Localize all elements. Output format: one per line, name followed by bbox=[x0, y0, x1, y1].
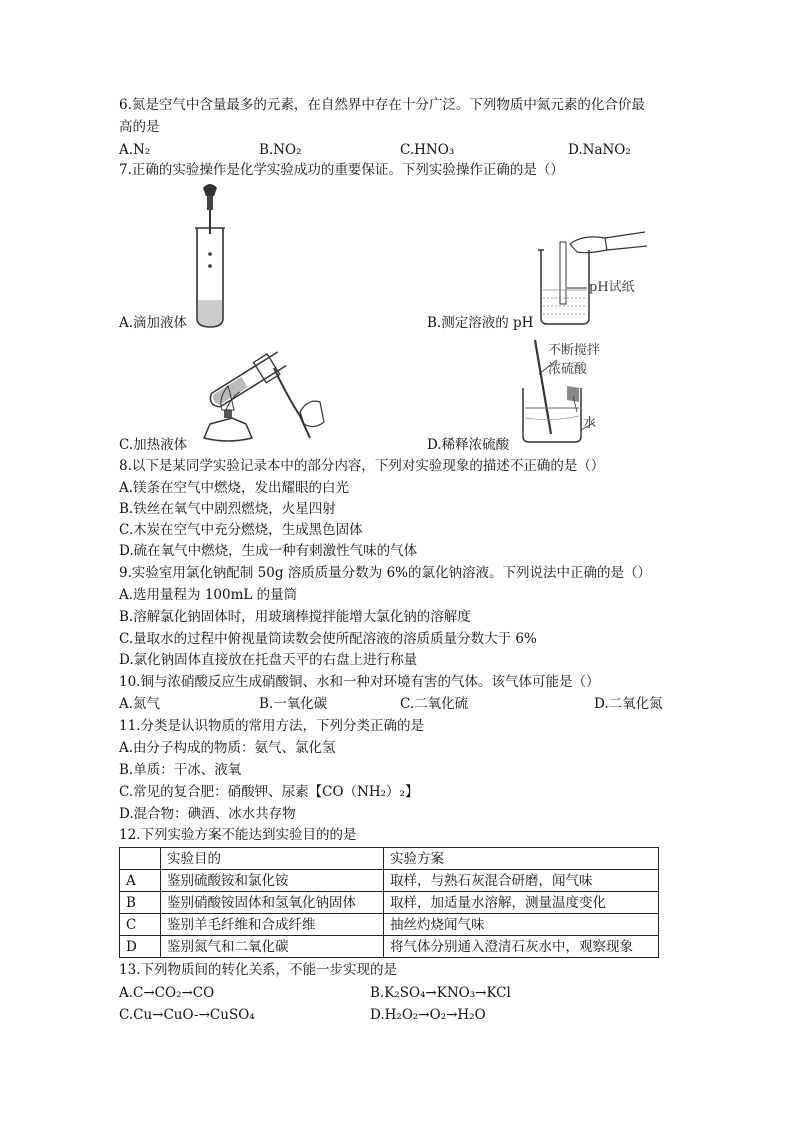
q13-option-a: A.C→CO₂→CO bbox=[119, 985, 215, 1001]
table-row bbox=[120, 936, 659, 958]
q7-option-b: B.测定溶液的 pH bbox=[427, 315, 534, 331]
table-cell: 取样，加适量水溶解，测量温度变化 bbox=[384, 892, 659, 914]
q11-option-c: C.常见的复合肥：硝酸钾、尿素【CO（NH₂）₂】 bbox=[119, 784, 419, 800]
table-row bbox=[120, 914, 659, 936]
q8-stem: 8.以下是某同学实验记录本中的部分内容，下列对实验现象的描述不正确的是（） bbox=[119, 458, 605, 474]
table-cell: C bbox=[120, 914, 161, 936]
q11-stem: 11.分类是认识物质的常用方法，下列分类正确的是 bbox=[119, 718, 424, 734]
q7-option-a: A.滴加液体 bbox=[119, 315, 188, 331]
q8-option-d: D.硫在氧气中燃烧，生成一种有刺激性气味的气体 bbox=[119, 543, 418, 559]
q10-option-d: D.二氧化氮 bbox=[594, 696, 663, 712]
ph-paper-label: pH试纸 bbox=[589, 280, 635, 295]
q10-stem: 10.铜与浓硝酸反应生成硝酸铜、水和一种对环境有害的气体。该气体可能是（） bbox=[119, 674, 600, 690]
q10-option-b: B.一氧化碳 bbox=[259, 696, 328, 712]
q11-option-b: B.单质：干冰、液氧 bbox=[119, 762, 242, 778]
q13-stem: 13.下列物质间的转化关系，不能一步实现的是 bbox=[119, 962, 397, 978]
table-cell: 抽丝灼烧闻气味 bbox=[384, 914, 659, 936]
table-cell: 将气体分别通入澄清石灰水中，观察现象 bbox=[384, 936, 659, 958]
table-row bbox=[120, 870, 659, 892]
q6-stem-line2: 高的是 bbox=[119, 119, 160, 135]
q9-option-b: B.溶解氯化钠固体时，用玻璃棒搅拌能增大氯化钠的溶解度 bbox=[119, 609, 471, 625]
heating-test-tube-figure bbox=[196, 338, 326, 446]
q8-option-b: B.铁丝在氧气中剧烈燃烧，火星四射 bbox=[119, 501, 336, 517]
q7-option-d: D.稀释浓硫酸 bbox=[427, 437, 510, 453]
table-row bbox=[120, 892, 659, 914]
q6-option-a: A.N₂ bbox=[119, 142, 151, 158]
q10-option-a: A.氮气 bbox=[119, 696, 161, 712]
q11-option-a: A.由分子构成的物质：氨气、氯化氢 bbox=[119, 740, 336, 756]
q9-option-c: C.量取水的过程中俯视量筒读数会使所配溶液的溶质质量分数大于 6% bbox=[119, 631, 537, 647]
q9-option-d: D.氯化钠固体直接放在托盘天平的右盘上进行称量 bbox=[119, 652, 418, 668]
table-header-cell: 实验方案 bbox=[384, 848, 659, 870]
water-label: 水 bbox=[583, 416, 597, 431]
q8-option-c: C.木炭在空气中充分燃烧，生成黑色固体 bbox=[119, 522, 363, 538]
q13-option-c: C.Cu→CuO-→CuSO₄ bbox=[119, 1007, 255, 1023]
conc-sulfuric-acid-label: 浓硫酸 bbox=[548, 362, 588, 377]
q8-option-a: A.镁条在空气中燃烧，发出耀眼的白光 bbox=[119, 480, 350, 496]
table-cell: 鉴别羊毛纤维和合成纤维 bbox=[161, 914, 384, 936]
table-header-row bbox=[120, 848, 659, 870]
table-cell: 鉴别硫酸铵和氯化铵 bbox=[161, 870, 384, 892]
experiment-table bbox=[119, 847, 659, 958]
q9-option-a: A.选用量程为 100mL 的量筒 bbox=[119, 587, 298, 603]
q6-option-d: D.NaNO₂ bbox=[568, 142, 631, 158]
q7-option-c: C.加热液体 bbox=[119, 437, 188, 453]
table-cell: 取样，与熟石灰混合研磨，闻气味 bbox=[384, 870, 659, 892]
q6-stem-line1: 6.氮是空气中含量最多的元素，在自然界中存在十分广泛。下列物质中氮元素的化合价最 bbox=[119, 97, 645, 113]
stir-constantly-label: 不断搅拌 bbox=[548, 343, 601, 358]
table-cell: 鉴别硝酸铵固体和氢氧化钠固体 bbox=[161, 892, 384, 914]
table-header-cell: 实验目的 bbox=[161, 848, 384, 870]
q13-option-b: B.K₂SO₄→KNO₃→KCl bbox=[370, 985, 511, 1001]
q13-option-d: D.H₂O₂→O₂→H₂O bbox=[370, 1007, 486, 1023]
table-header-cell bbox=[120, 848, 161, 870]
q6-option-c: C.HNO₃ bbox=[400, 142, 455, 158]
q9-stem: 9.实验室用氯化钠配制 50g 溶质质量分数为 6%的氯化钠溶液。下列说法中正确的是（） bbox=[119, 565, 651, 581]
table-cell: D bbox=[120, 936, 161, 958]
q10-option-c: C.二氧化硫 bbox=[400, 696, 469, 712]
q7-stem: 7.正确的实验操作是化学实验成功的重要保证。下列实验操作正确的是（） bbox=[119, 162, 564, 178]
q6-option-b: B.NO₂ bbox=[259, 142, 302, 158]
table-cell: A bbox=[120, 870, 161, 892]
table-cell: B bbox=[120, 892, 161, 914]
q12-stem: 12.下列实验方案不能达到实验目的的是 bbox=[119, 827, 357, 843]
dropper-test-tube-figure bbox=[190, 182, 250, 328]
q11-option-d: D.混合物：碘酒、冰水共存物 bbox=[119, 806, 296, 822]
table-cell: 鉴别氮气和二氧化碳 bbox=[161, 936, 384, 958]
